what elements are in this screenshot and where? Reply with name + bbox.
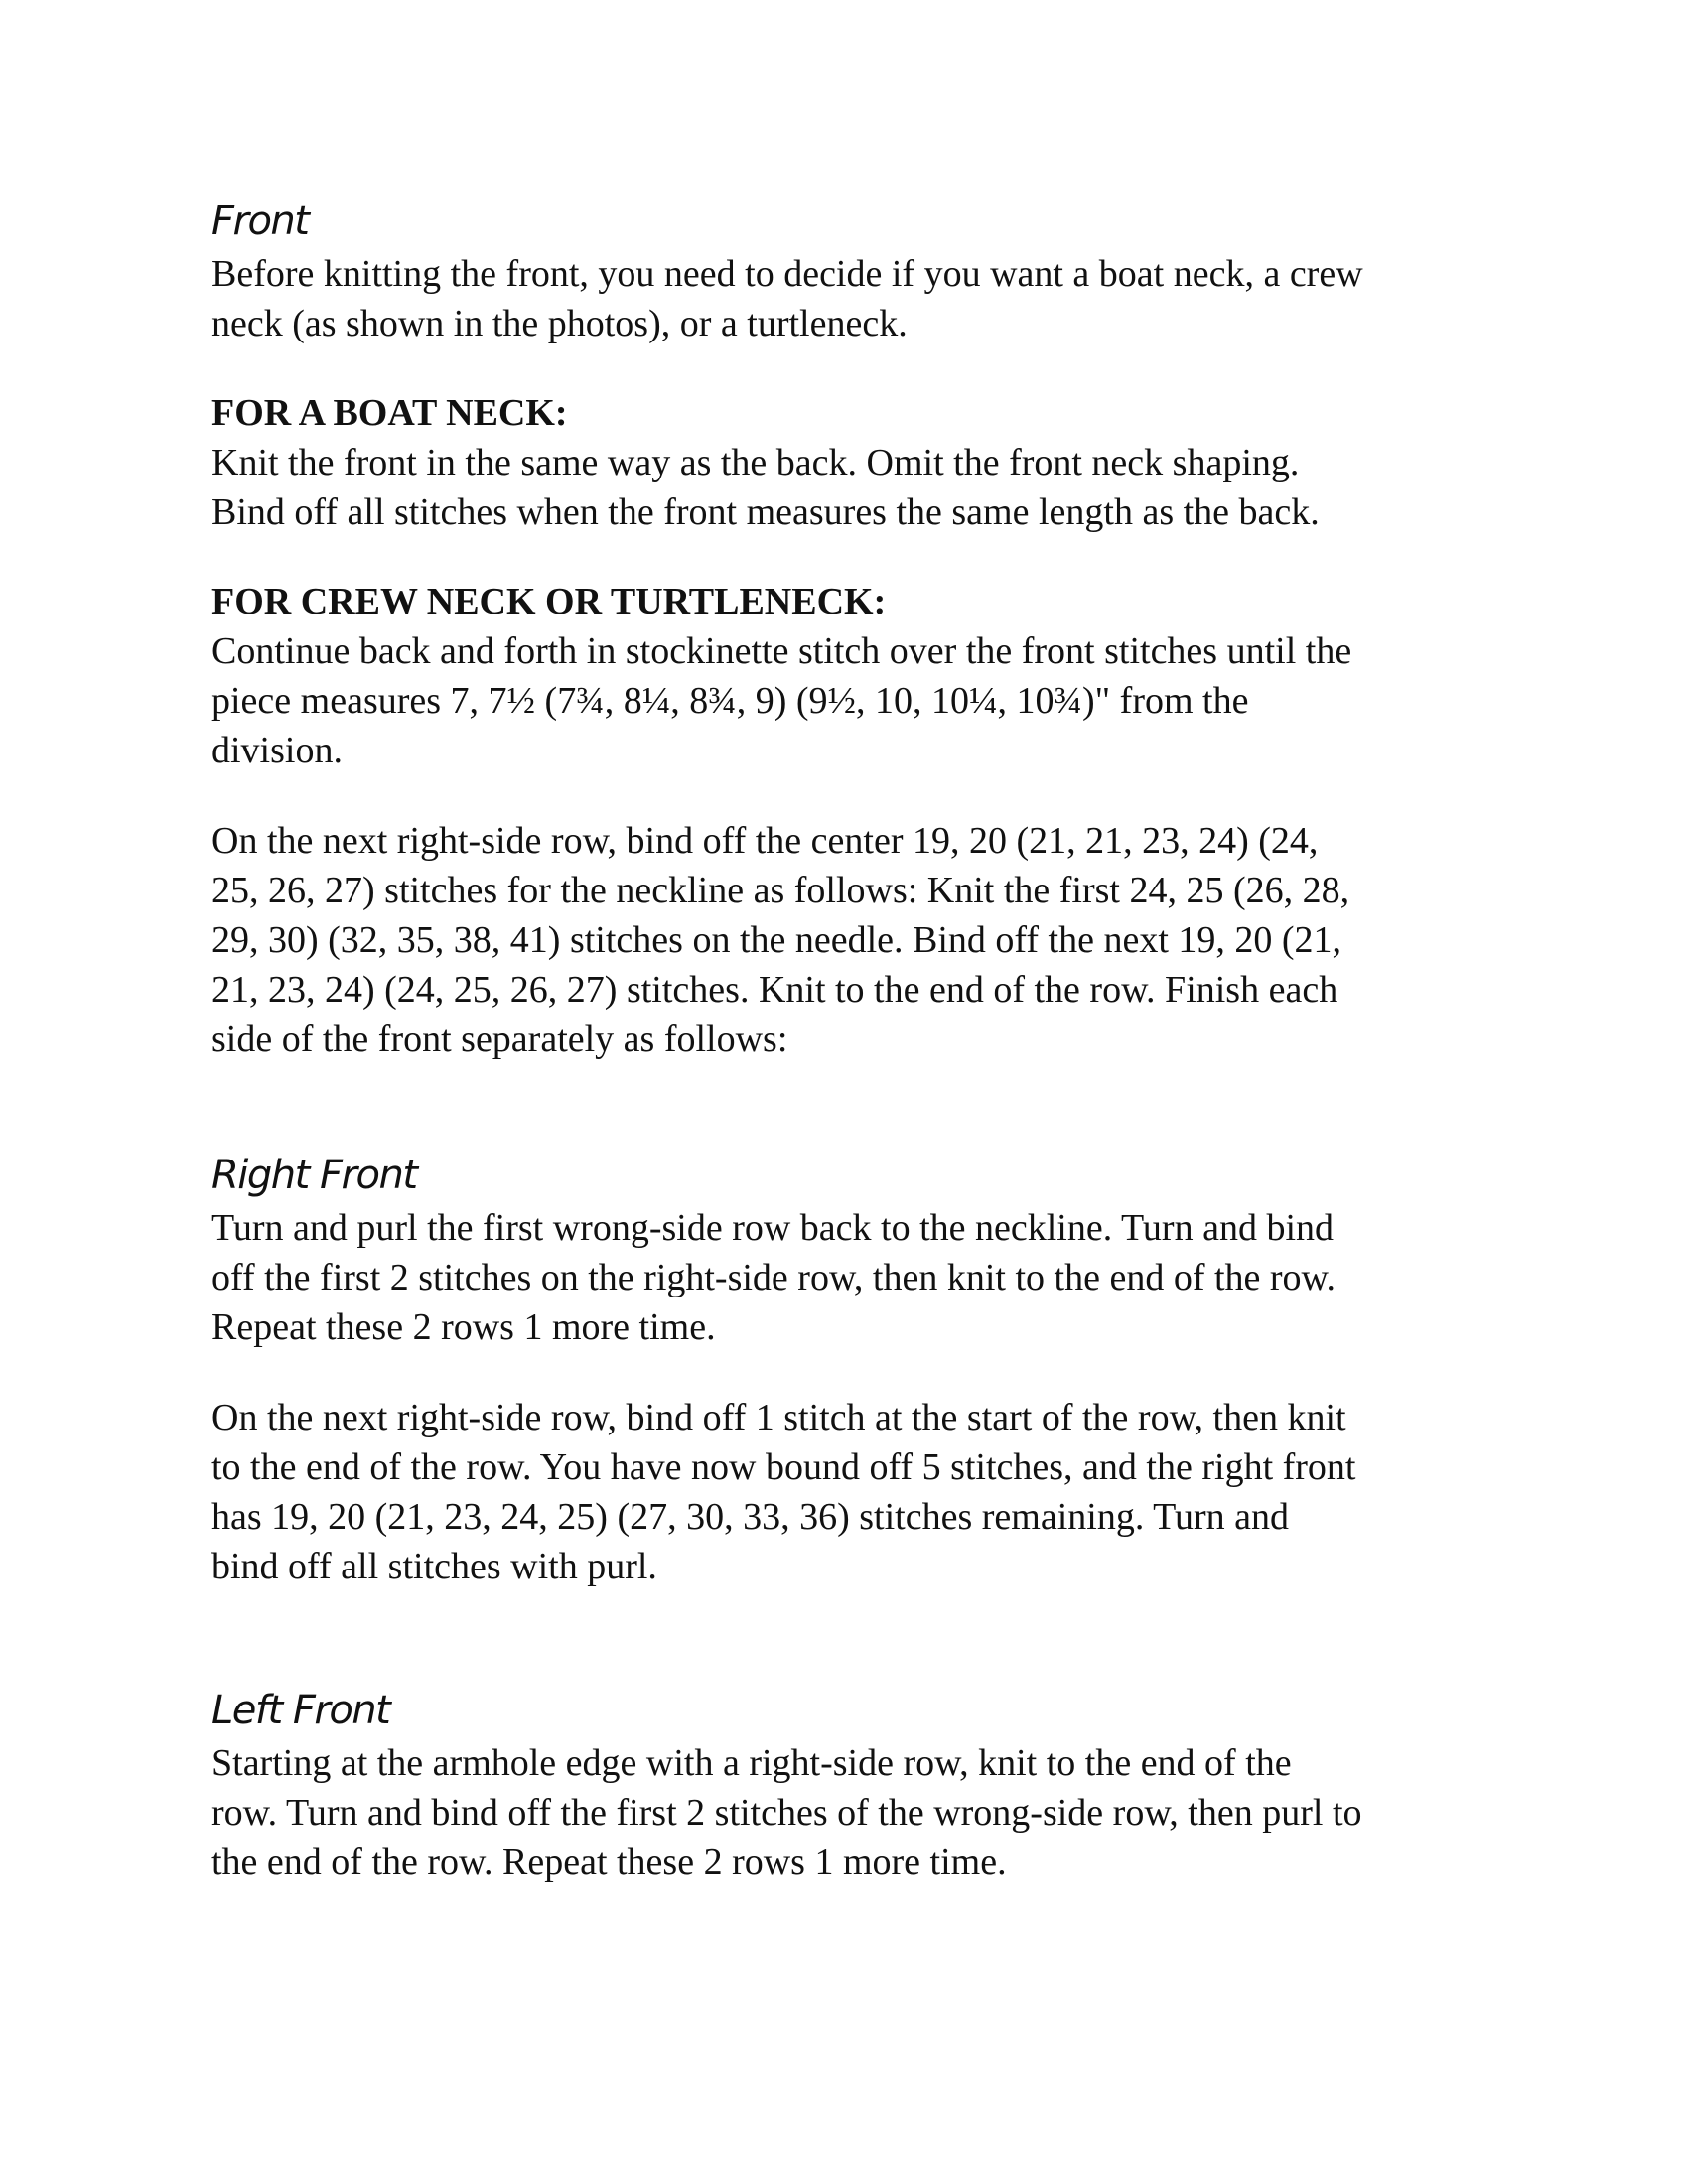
right-front-paragraph-2 (211, 1393, 1502, 1591)
text-line: Knit the front in the same way as the back. Omit the front neck shaping. (211, 442, 1300, 483)
text-line: 21, 23, 24) (24, 25, 26, 27) stitches. Knit to the end of the row. Finish each (211, 969, 1338, 1011)
text-line: On the next right-side row, bind off the center 19, 20 (21, 21, 23, 24) (24, (211, 820, 1319, 862)
text-line: to the end of the row. You have now bound off 5 stitches, and the right front (211, 1446, 1356, 1488)
spacer (211, 1064, 1502, 1148)
crew-neck-paragraph-2 (211, 816, 1502, 1064)
spacer (211, 537, 1502, 577)
text-line: off the first 2 stitches on the right-side row, then knit to the end of the row. (211, 1257, 1336, 1298)
text-line: Turn and purl the first wrong-side row back to the neckline. Turn and bind (211, 1207, 1334, 1249)
right-front-heading: Right Front (211, 1153, 417, 1198)
boat-neck-heading: FOR A BOAT NECK: (211, 392, 568, 434)
text-line: row. Turn and bind off the first 2 stitches of the wrong-side row, then purl to (211, 1792, 1362, 1834)
text-line: 25, 26, 27) stitches for the neckline as follows: Knit the first 24, 25 (26, 28, (211, 870, 1350, 911)
text-line: Bind off all stitches when the front measures the same length as the back. (211, 491, 1320, 533)
boat-neck-paragraph (211, 438, 1502, 537)
spacer (211, 1591, 1502, 1683)
crew-neck-heading: FOR CREW NECK OR TURTLENECK: (211, 581, 887, 622)
left-front-paragraph-1 (211, 1738, 1502, 1887)
text-line: Starting at the armhole edge with a right-side row, knit to the end of the (211, 1742, 1292, 1784)
text-line: On the next right-side row, bind off 1 stitch at the start of the row, then knit (211, 1397, 1346, 1438)
text-line: division. (211, 730, 343, 771)
crew-neck-paragraph-1 (211, 626, 1502, 775)
text-line: side of the front separately as follows: (211, 1019, 788, 1060)
right-front-paragraph-1 (211, 1203, 1502, 1352)
text-line: bind off all stitches with purl. (211, 1546, 657, 1587)
text-line: Before knitting the front, you need to decide if you want a boat neck, a crew (211, 253, 1363, 295)
text-line: Continue back and forth in stockinette stitch over the front stitches until the (211, 630, 1352, 672)
text-line: the end of the row. Repeat these 2 rows 1 more time. (211, 1842, 1007, 1883)
document-page (211, 194, 1502, 1887)
front-intro-paragraph (211, 249, 1502, 348)
text-line: piece measures 7, 7½ (7¾, 8¼, 8¾, 9) (9½, 10, 10¼, 10¾)" from the (211, 680, 1249, 722)
text-line: neck (as shown in the photos), or a turtleneck. (211, 303, 908, 344)
spacer (211, 775, 1502, 816)
spacer (211, 348, 1502, 388)
text-line: Repeat these 2 rows 1 more time. (211, 1306, 716, 1348)
spacer (211, 1352, 1502, 1393)
front-heading: Front (211, 199, 309, 244)
text-line: has 19, 20 (21, 23, 24, 25) (27, 30, 33, 36) stitches remaining. Turn and (211, 1496, 1290, 1538)
left-front-heading: Left Front (211, 1688, 390, 1733)
text-line: 29, 30) (32, 35, 38, 41) stitches on the needle. Bind off the next 19, 20 (21, (211, 919, 1342, 961)
